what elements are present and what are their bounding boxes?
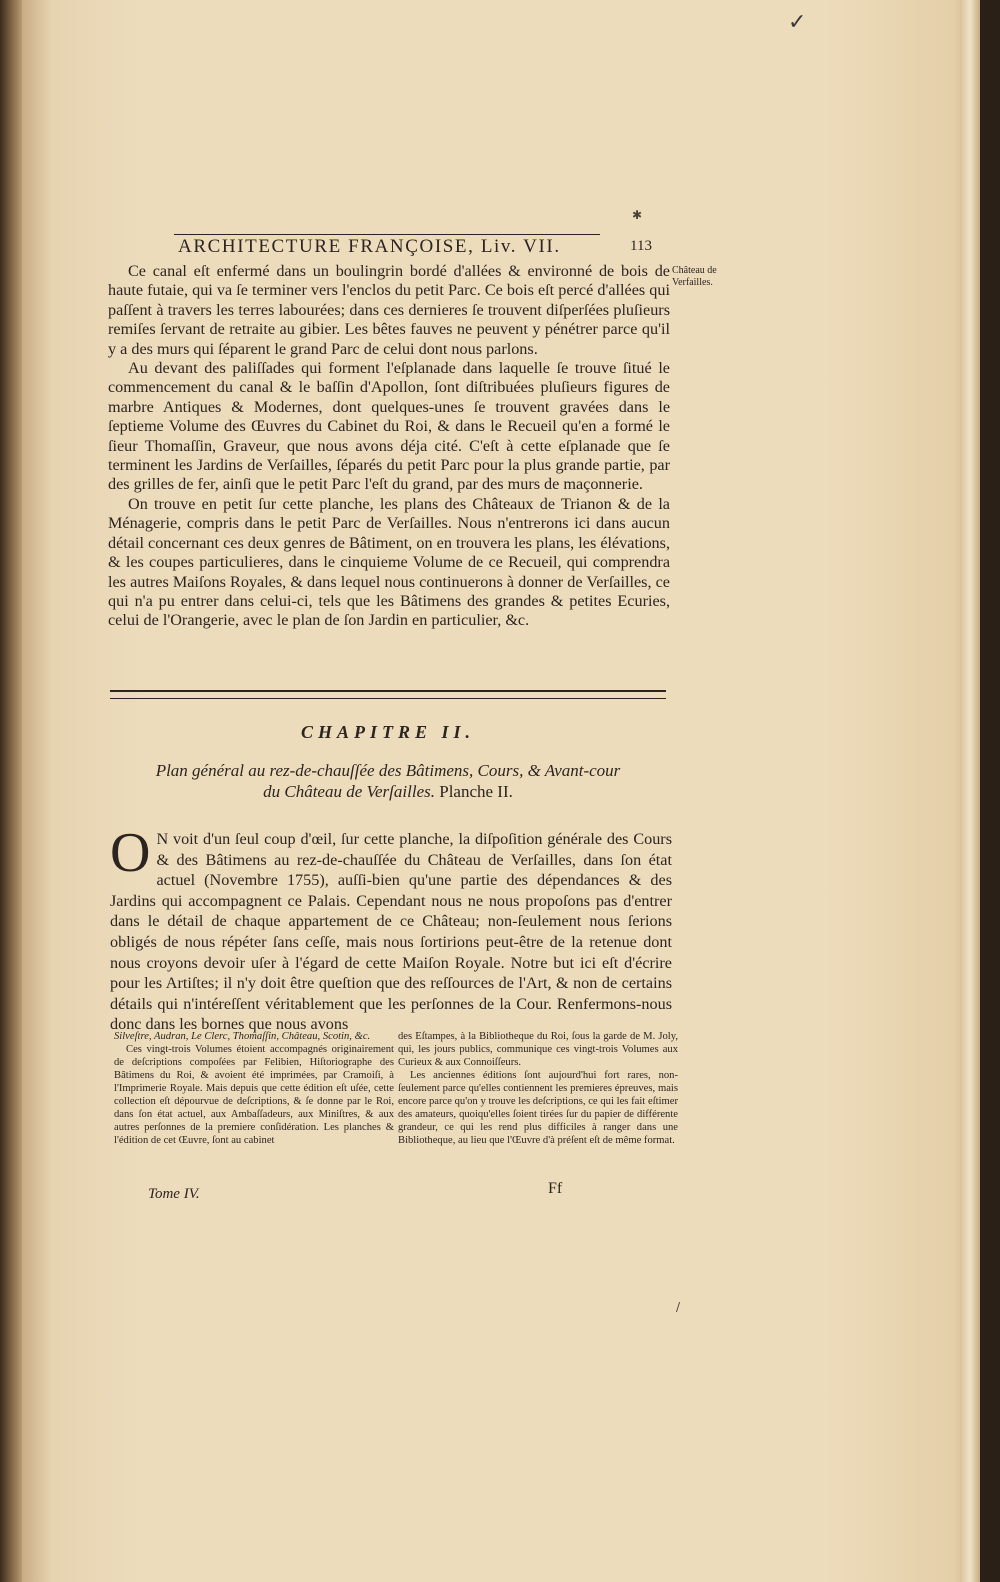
page-number: 113 [630,238,652,254]
plate-reference: Planche II. [439,782,513,801]
page-edge [960,0,980,1582]
footnote-paragraph: Silveſtre, Audran, Le Clerc, Thomaſſin, Château, Scotin, &c. [114,1031,371,1042]
chapter-text: N voit d'un ſeul coup d'œil, ſur cette planche, la diſpoſition générale des Cours & des Bâtimens au rez-de-chauſſée du Château de Verſailles, dans ſon état actuel (Novembre 1755), auſſi-bien qu'une partie des dépendances & des Jardins qui accompagnent ce Palais. Cependant nous ne nous propoſons pas d'entrer dans le détail de chaque appartement de ce Château; non-ſeulement nous ſerions obligés de nous répéter ſans ceſſe, mais nous ſortirions peut-être de la retenue dont nous croyons devoir uſer à l'égard de cette Maiſon Royale. Notre but ici eſt d'écrire pour les Artiſtes; il n'y doit être queſtion que des reſſources de l'Art, & non de certains détails qui n'intéreſſent véritablement que les perſonnes de la Cour. Renfermons-nous donc dans les bornes que nous avons [110,830,672,1034]
margin-note: Château de Verfailles. [672,265,717,288]
paragraph: On trouve en petit ſur cette planche, les plans des Châteaux de Trianon & de la Ménagerie, compris dans le petit Parc de Verſailles. Nous n'entrerons ici dans aucun détail concernant ces deux genres de Bâtiment, on en trouvera les plans, les élévations, & les coupes particulieres, dans le cinquieme Volume de ce Recueil, qui comprendra les autres Maiſons Royales, & dans lequel nous continuerons à donner de Verſailles, ce qui n'a pu entrer dans celui-ci, tels que les Bâtimens des grandes & petites Ecuries, celui de l'Orangerie, avec le plan de ſon Jardin en particulier, &c. [108,494,670,630]
chapter-title-line2: du Château de Verſailles. [263,782,435,801]
book-spine [0,0,22,1582]
chapter-title-line1: Plan général au rez-de-chauſſée des Bâtimens, Cours, & Avant-cour [155,761,621,780]
paragraph: Au devant des paliſſades qui forment l'eſplanade dans laquelle ſe trouve ſitué le commencement du canal & le baſſin d'Apollon, ſont diſtribuées pluſieurs figures de marbre Antiques & Modernes, dont quelques-unes ſe trouvent gravées dans le ſeptieme Volume des Œuvres du Cabinet du Roi, & dans le Recueil qu'en a formé le ſieur Thomaſſin, Graveur, que nous avons déja cité. C'eſt à cette eſplanade que ſe terminent les Jardins de Verſailles, ſéparés du petit Parc pour la plus grande partie, par des grilles de fer, ainſi que le petit Parc l'eſt du grand, par des murs de maçonnerie. [108,359,670,494]
header-rule [174,234,600,235]
chapter-heading: CHAPITRE II. [300,722,476,742]
volume-label: Tome IV. [148,1186,200,1202]
footnote-column-left [114,1030,394,1147]
footnote-paragraph: Ces vingt-trois Volumes étoient accompagnés originairement de deſcriptions compoſées par Felibien, Hiſtoriographe des Bâtimens du Roi, & avoient été imprimées, par Cramoiſi, à l'Imprimerie Royale. Mais depuis que cette édition eſt uſée, cette collection eſt dépourvue de deſcriptions, & ſe donne par le Roi, dans ſon état actuel, aux Ambaſſadeurs, aux Miniſtres, & aux autres perſonnes de la premiere conſidération. Les planches & l'édition de cet Œuvre, ſont au cabinet [114,1044,394,1146]
paragraph: Ce canal eſt enfermé dans un boulingrin bordé d'allées & environné de bois de haute futaie, qui va ſe terminer vers l'enclos du petit Parc. Ce bois eſt percé d'allées qui paſſent à travers les terres labourées; dans ces dernieres ſe trouvent diſperſées pluſieurs remiſes ſervant de retraite au gibier. Les bêtes fauves ne peuvent y pénétrer parce qu'il y a des murs qui ſéparent le grand Parc de celui dont nous parlons. [108,262,670,358]
footnote-column-right [398,1030,678,1147]
footnote-paragraph: des Eſtampes, à la Bibliotheque du Roi, ſous la garde de M. Joly, qui, les jours publics, communique ces vingt-trois Volumes aux Curieux & aux Connoiſſeurs. [398,1031,678,1068]
drop-cap: O [110,822,151,884]
footnote-paragraph: Les anciennes éditions ſont aujourd'hui fort rares, non-ſeulement parce qu'elles contiennent les premieres épreuves, mais encore parce qu'on y trouve les deſcriptions, ce qui les fait eſtimer des amateurs, quoiqu'elles ſoient tirées ſur du papier de différente grandeur, ce qui les rend plus difficiles à ranger dans une Bibliotheque, au lieu que l'Œuvre d'à préſent eſt de même format. [398,1070,678,1146]
chapter-body [110,822,672,1035]
section-divider [110,690,666,699]
signature-mark: Ff [548,1180,563,1197]
running-title: ARCHITECTURE FRANÇOISE, Liv. VII. [178,236,561,257]
pencil-check-mark: ✓ [788,10,807,35]
ink-speck: ✱ [632,208,643,222]
ink-speck: / [676,1300,681,1314]
chapter-title [110,760,666,802]
intro-text [108,262,670,631]
